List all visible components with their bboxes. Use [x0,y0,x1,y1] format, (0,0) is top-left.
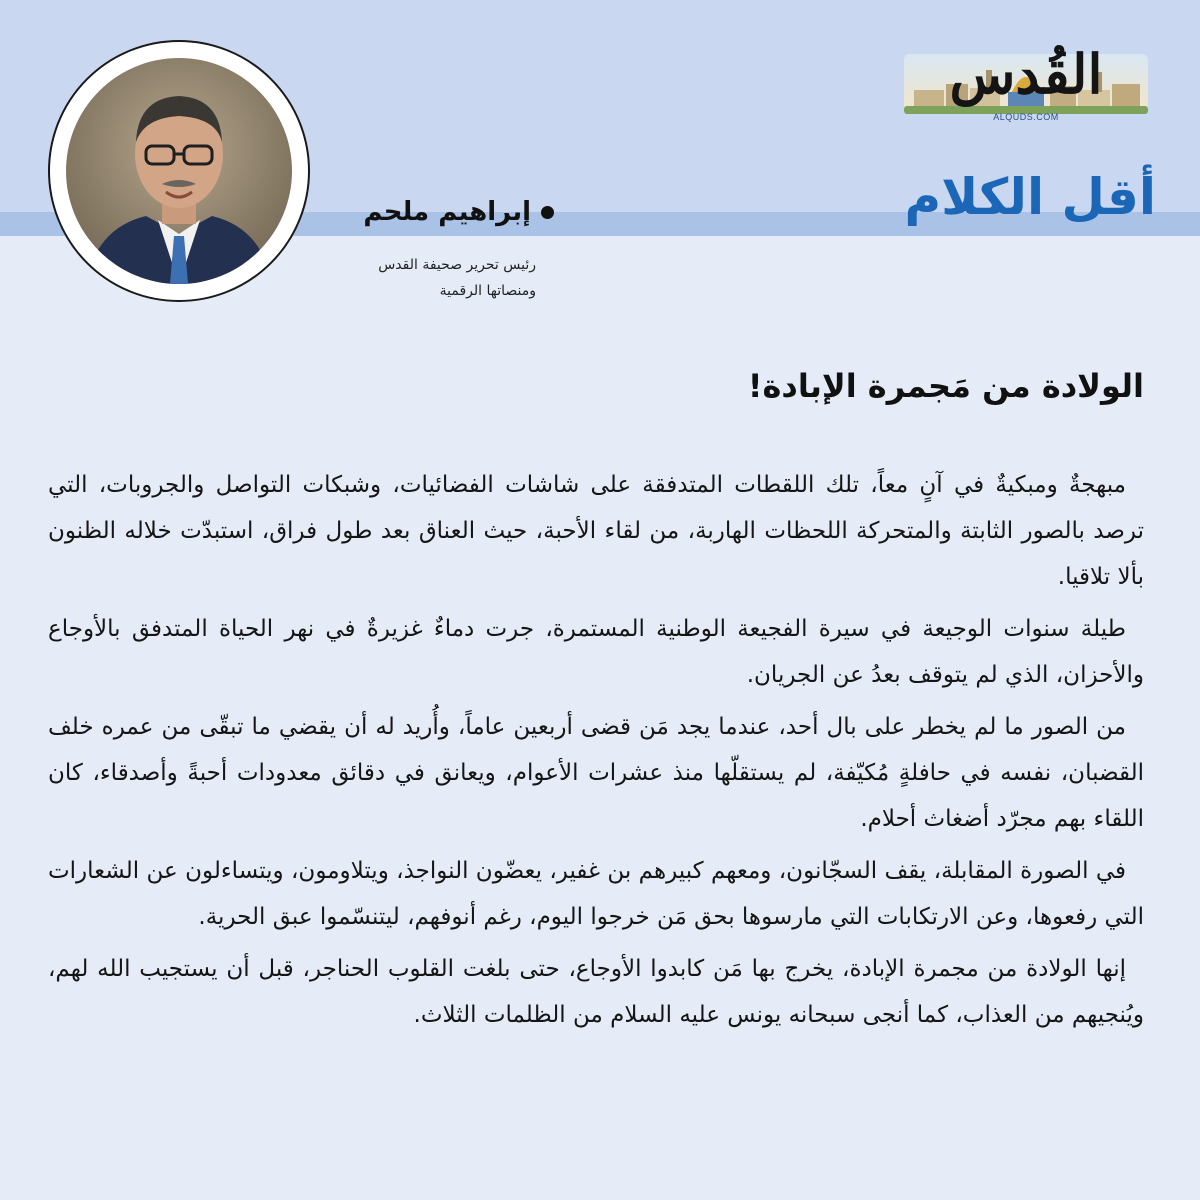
logo-domain: ALQUDS.COM [993,112,1059,122]
author-name-line [363,192,554,232]
author-role-line1: رئيس تحرير صحيفة القدس [378,257,536,273]
avatar-frame [48,40,310,302]
article-paragraph: إنها الولادة من مجمرة الإبادة، يخرج بها مَن كابدوا الأوجاع، حتى بلغت القلوب الحناجر، قبل أن يستجيب الله لهم، ويُنجيهم من العذاب، كما أنجى سبحانه يونس عليه السلام من الظلمات الثلاث. [48,956,1144,1028]
author-name: إبراهيم ملحم [363,197,531,227]
article-title: الولادة من مَجمرة الإبادة! [747,367,1144,405]
author-portrait [66,58,292,284]
article-body [48,462,1144,1044]
logo-wordmark: القُدس [949,42,1103,106]
author-role [378,252,536,304]
article-paragraph: طيلة سنوات الوجيعة في سيرة الفجيعة الوطنية المستمرة، جرت دماءٌ غزيرةٌ في نهر الحياة المتدفق بالأوجاع والأحزان، الذي لم يتوقف بعدُ عن الجريان. [48,616,1144,688]
newspaper-logo [900,40,1152,128]
bullet-dot-icon [541,206,554,219]
avatar [66,58,292,284]
article-paragraph: من الصور ما لم يخطر على بال أحد، عندما يجد مَن قضى أربعين عاماً، وأُريد له أن يقضي ما تبقّى من عمره خلف القضبان، نفسه في حافلةٍ مُكيّفة، لم يستقلّها منذ عشرات الأعوام، ويعانق في دقائق معدودات أحبةً وأصدقاء، كان اللقاء بهم مجرّد أضغاث أحلام. [48,714,1144,832]
article-paragraph: مبهجةٌ ومبكيةٌ في آنٍ معاً، تلك اللقطات المتدفقة على شاشات الفضائيات، وشبكات التواصل والجروبات، التي ترصد بالصور الثابتة والمتحركة اللحظات الهاربة، من لقاء الأحبة، حيث العناق بعد طول فراق، استبدّت خلاله الظنون بألا تلاقيا. [48,472,1144,590]
column-title: أقل الكلام [904,168,1156,226]
article-paragraph: في الصورة المقابلة، يقف السجّانون، ومعهم كبيرهم بن غفير، يعضّون النواجذ، ويتلاومون، ويتساءلون عن الشعارات التي رفعوها، وعن الارتكابات التي مارسوها بحق مَن خرجوا اليوم، رغم أنوفهم، ليتنسّموا عبق الحرية. [48,858,1144,930]
author-role-line2: ومنصاتها الرقمية [439,283,536,299]
